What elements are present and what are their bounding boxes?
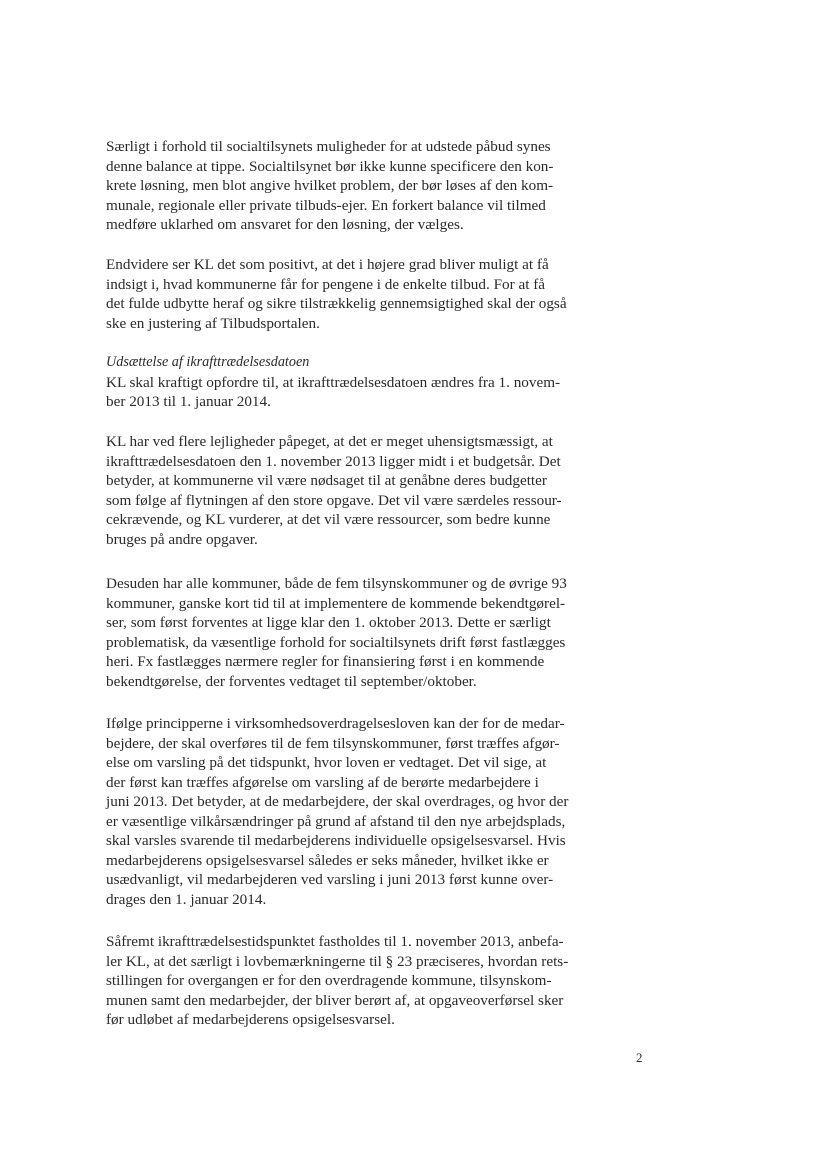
text-line: Særligt i forhold til socialtilsynets muligheder for at udstede påbud synes	[106, 138, 551, 155]
text-line: stillingen for overgangen er for den overdragende kommune, tilsynskom-	[106, 972, 552, 989]
text-line: juni 2013. Det betyder, at de medarbejdere, der skal overdrages, og hvor der	[106, 793, 569, 810]
text-line: der først kan træffes afgørelse om varsling af de berørte medarbejdere i	[106, 773, 539, 791]
page-number: 2	[636, 1050, 643, 1065]
paragraph-7	[106, 932, 606, 1030]
text-line: før udløbet af medarbejderens opsigelsesvarsel.	[106, 1011, 395, 1028]
text-line: Såfremt ikrafttrædelsestidspunktet fastholdes til 1. november 2013, anbefa-	[106, 933, 564, 950]
text-line: heri. Fx fastlægges nærmere regler for finansiering først i en kommende	[106, 653, 545, 670]
text-line: som følge af flytningen af den store opgave. Det vil være særdeles ressour-	[106, 491, 562, 509]
paragraph-5	[106, 574, 606, 691]
text-line: Endvidere ser KL det som positivt, at det i højere grad bliver muligt at få	[106, 256, 549, 273]
section-heading: Udsættelse af ikrafttrædelsesdatoen	[106, 354, 310, 370]
text-line: ler KL, at det særligt i lovbemærkningerne til § 23 præciseres, hvordan rets-	[106, 952, 569, 970]
text-line: munen samt den medarbejder, der bliver berørt af, at opgaveoverførsel sker	[106, 991, 564, 1009]
text-line: det fulde udbytte heraf og sikre tilstrækkelig gennemsigtighed skal der også	[106, 295, 567, 312]
text-line: betyder, at kommunerne vil være nødsaget til at genåbne deres budgetter	[106, 472, 547, 489]
text-line: bruges på andre opgaver.	[106, 530, 258, 548]
text-line: ser, som først forventes at ligge klar den 1. oktober 2013. Dette er særligt	[106, 614, 551, 631]
text-line: kommuner, ganske kort tid til at implementere de kommende bekendtgørel-	[106, 594, 566, 612]
text-line: drages den 1. januar 2014.	[106, 890, 267, 908]
paragraph-4	[106, 432, 606, 549]
text-line: ber 2013 til 1. januar 2014.	[106, 393, 271, 410]
text-line: medarbejderens opsigelsesvarsel således er seks måneder, hvilket ikke er	[106, 851, 549, 869]
text-line: er væsentlige vilkårsændringer på grund af afstand til den nye arbejdsplads,	[106, 812, 566, 830]
text-line: else om varsling på det tidspunkt, hvor loven er vedtaget. Det vil sige, at	[106, 754, 547, 771]
text-line: bejdere, der skal overføres til de fem tilsynskommuner, først træffes afgør-	[106, 734, 560, 752]
text-line: KL skal kraftigt opfordre til, at ikrafttrædelsesdatoen ændres fra 1. novem-	[106, 373, 561, 391]
text-line: Ifølge principperne i virksomhedsoverdragelsesloven kan der for de medar-	[106, 715, 565, 732]
paragraph-2	[106, 255, 606, 333]
text-line: usædvanligt, vil medarbejderen ved varsling i juni 2013 først kunne over-	[106, 871, 554, 888]
paragraph-1	[106, 137, 606, 235]
text-line: ikrafttrædelsesdatoen den 1. november 2013 ligger midt i et budgetsår. Det	[106, 452, 561, 470]
text-line: bekendtgørelse, der forventes vedtaget til september/oktober.	[106, 672, 477, 690]
text-line: munale, regionale eller private tilbuds-ejer. En forkert balance vil tilmed	[106, 196, 546, 214]
text-line: indsigt i, hvad kommunerne får for pengene i de enkelte tilbud. For at få	[106, 275, 546, 293]
text-line: cekrævende, og KL vurderer, at det vil være ressourcer, som bedre kunne	[106, 511, 551, 528]
paragraph-6	[106, 714, 606, 909]
text-line: problematisk, da væsentlige forhold for socialtilsynets drift først fastlægges	[106, 633, 566, 651]
text-line: medføre uklarhed om ansvaret for den løsning, der vælges.	[106, 216, 464, 233]
text-line: ske en justering af Tilbudsportalen.	[106, 314, 320, 332]
text-line: skal varsles svarende til medarbejderens individuelle opsigelsesvarsel. Hvis	[106, 832, 566, 849]
text-line: KL har ved flere lejligheder påpeget, at det er meget uhensigtsmæssigt, at	[106, 433, 553, 450]
text-line: krete løsning, men blot angive hvilket problem, der bør løses af den kom-	[106, 177, 554, 194]
text-line: Desuden har alle kommuner, både de fem tilsynskommuner og de øvrige 93	[106, 575, 567, 592]
text-line: denne balance at tippe. Socialtilsynet bør ikke kunne specificere den kon-	[106, 157, 554, 175]
paragraph-3	[106, 353, 606, 412]
